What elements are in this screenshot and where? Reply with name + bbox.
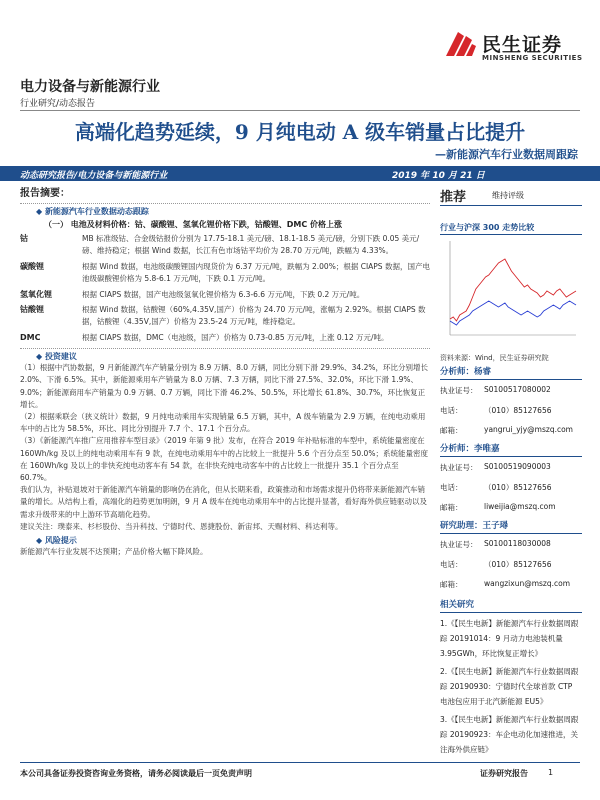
industry-name: 电力设备与新能源行业 [20, 79, 160, 95]
analyst-email[interactable]: 邮箱： yangrui_yjy@mszq.com [440, 425, 573, 435]
sidebar [440, 184, 582, 757]
chart-series-industry [450, 259, 576, 321]
report-banner [0, 166, 600, 181]
invest-paragraph: 建议关注：璞泰来、杉杉股份、当升科技、宁德时代、恩捷股份、新宙邦、天赐材料、科达利等。 [20, 521, 343, 531]
header-divider [20, 110, 580, 111]
related-report-link[interactable]: 1.《【民生电新】新能源汽车行业数据周跟踪 20191014：9 月动力电池装机量 3.95GWh，环比恢复正增长》 [440, 619, 579, 658]
company-logo [442, 26, 592, 76]
analyst-email[interactable]: 邮箱： wangzixun@mszq.com [440, 579, 571, 589]
price-item-label: 钴酸锂 [20, 305, 44, 315]
trend-chart [440, 235, 582, 347]
summary-heading: 报告摘要： [20, 188, 70, 199]
invest-paragraph: （2）根据乘联会（狭义统计）数据，9 月纯电动乘用车实现销量 6.5 万辆，其中，A 级车销量为 2.9 万辆，在纯电动乘用车中的占比为 58.5%，环比、同比分别提升 7.7 个、17.1 个百分点。 [20, 412, 426, 434]
analyst-card [440, 363, 582, 440]
report-title: 高端化趋势延续，9 月纯电动 A 级车销量占比提升 [74, 120, 526, 144]
analyst-card [440, 517, 582, 594]
summary-column [20, 184, 430, 558]
chart-source: 资料来源：Wind，民生证券研究院 [440, 354, 549, 362]
report-subtitle: —新能源汽车行业数据周跟踪 [435, 148, 578, 161]
rating-row [440, 184, 582, 206]
price-item-label: 钴 [20, 234, 28, 243]
analyst-heading: 分析师：李唯嘉 [440, 440, 582, 457]
related-list [440, 613, 582, 757]
analyst-cert: 执业证号： S0100517080002 [440, 385, 551, 395]
invest-heading: ◆ 投资建议 [36, 352, 77, 362]
invest-paragraph: （3）《新能源汽车推广应用推荐车型目录》（2019 年第 9 批）发布，在符合 2019 年补贴标准的车型中，系统能量密度在 160Wh/kg 及以上的纯电动乘用车有 9 款，在纯电动乘用车中的占比较上一批提升 5.6 个百分点至 50.0%；系统能量密度在 160Wh/kg 及以上的非快充纯电动客车有 54 款，在非快充纯电动客车中的占比较上一批提升 35.1 个百分点至 60.7%。 [20, 436, 428, 483]
analyst-list [440, 363, 582, 594]
logo-brand-en: MINSHENG SECURITIES [482, 54, 583, 62]
page-number: 1 [548, 768, 554, 777]
analyst-card [440, 440, 582, 517]
divider [20, 203, 430, 204]
logo-mark-icon [442, 26, 478, 62]
related-heading: 相关研究 [440, 596, 582, 613]
price-item-text: 根据 Wind 数据，钴酸锂（60%,4.35V,国产）价格为 24.70 万元/吨，涨幅为 2.92%。根据 CIAPS 数据，钴酸锂（4.35V,国产）价格为 23.5-24 万元/吨，维持稳定。 [82, 305, 426, 327]
analyst-phone: 电话： （010）85127656 [440, 406, 552, 415]
chart-heading: 行业与沪深 300 走势比较 [440, 222, 582, 235]
analyst-cert: 执业证号： S0100118030008 [440, 539, 551, 549]
footer-disclaimer: 本公司具备证券投资咨询业务资格，请务必阅读最后一页免责声明 [20, 769, 252, 778]
price-items [20, 233, 430, 344]
price-item [20, 233, 430, 258]
invest-paragraphs [20, 362, 430, 533]
risk-text: 新能源汽车行业发展不达预期；产品价格大幅下降风险。 [20, 547, 208, 557]
divider [20, 348, 430, 349]
invest-paragraph: 我们认为，补贴退坡对于新能源汽车销量的影响仍在消化，但从长期来看，政策推动和市场需求提升仍将带来新能源汽车销量的增长。从结构上看，高端化的趋势更加明朗，9 月 A 级车在纯电动乘用车中的占比提升显著，看好海外供应链驱动以及需求升级带来的中上游环节高端化趋势。 [20, 485, 428, 519]
footer-label: 证券研究报告 [480, 769, 528, 778]
report-type: 行业研究/动态报告 [20, 99, 96, 109]
price-item-text: 根据 CIAPS 数据，国产电池级氢氧化锂价格为 6.3-6.6 万元/吨，下跌 0.2 万元/吨。 [82, 289, 365, 299]
price-item-label: 氢氧化锂 [20, 289, 52, 299]
logo-brand-text: 民生证券 [482, 34, 563, 56]
analyst-email[interactable]: 邮箱： liweijia@mszq.com [440, 502, 556, 512]
chart-series-index [450, 301, 576, 325]
price-item [20, 304, 430, 329]
price-item-text: 根据 Wind 数据，电池级碳酸锂国内现货价为 6.37 万元/吨，跌幅为 2.00%；根据 CIAPS 数据，国产电池级碳酸锂价格为 5.8-6.1 万元/吨，下跌 0.1 万元/吨。 [82, 261, 430, 284]
footer-divider [20, 762, 580, 763]
price-item-text: MB 标准级钴、合金级钴报价分别为 17.75-18.1 美元/磅、18.1-18.5 美元/磅，分别下跌 0.05 美元/磅、维持稳定；根据 Wind 数据，长江有色市场钴平均价为 28.70 万元/吨，跌幅为 4.33%。 [82, 234, 420, 256]
invest-paragraph: （1）根据中汽协数据，9 月新能源汽车产销量分别为 8.9 万辆、8.0 万辆，同比分别下滑 29.9%、34.2%，环比分别增长 2.0%、下滑 6.5%。其中，新能源乘用车产销量为 8.0 万辆、7.3 万辆，同比下滑 27.5%、32.0%，环比下滑 1.9%、9.0%；新能源商用车产销量为 0.9 万辆、0.7 万辆，同比下滑 46.2%、50.5%，环比增长 61.8%、30.7%，环比恢复正增长。 [20, 363, 428, 409]
analyst-cert: 执业证号： S0100519090003 [440, 462, 551, 472]
price-item [20, 261, 430, 286]
related-report-link[interactable]: 2.《【民生电新】新能源汽车行业数据周跟踪 20190930：宁德时代全球首款 CTP 电池包应用于北汽新能源 EU5》 [440, 667, 579, 706]
bullet-heading: ◆ 新能源汽车行业数据动态跟踪 [36, 207, 149, 216]
analyst-phone: 电话： （010）85127656 [440, 560, 552, 569]
rating-label: 推荐 [440, 190, 467, 205]
price-item-label: 碳酸锂 [20, 261, 44, 271]
banner-category: 动态研究报告/电力设备与新能源行业 [20, 171, 168, 181]
sub-heading: （一） 电池及材料价格：钴、碳酸锂、氢氧化锂价格下跌，钴酸锂、DMC 价格上涨 [44, 220, 343, 229]
price-item [20, 332, 430, 344]
banner-date: 2019 年 10 月 21 日 [392, 171, 485, 181]
rating-value: 维持评级 [492, 191, 524, 200]
price-item-label: DMC [20, 332, 41, 342]
analyst-heading: 研究助理：王子璕 [440, 517, 582, 534]
analyst-phone: 电话： （010）85127656 [440, 483, 552, 492]
risk-heading: ◆ 风险提示 [36, 536, 77, 546]
price-item-text: 根据 CIAPS 数据，DMC（电池级，国产）价格为 0.73-0.85 万元/吨，上涨 0.12 万元/吨。 [82, 332, 389, 342]
price-item [20, 289, 430, 301]
analyst-heading: 分析师：杨睿 [440, 363, 582, 380]
related-report-link[interactable]: 3.《【民生电新】新能源汽车行业数据周跟踪 20190923：车企电动化加速推进，关注海外供应链》 [440, 715, 579, 754]
